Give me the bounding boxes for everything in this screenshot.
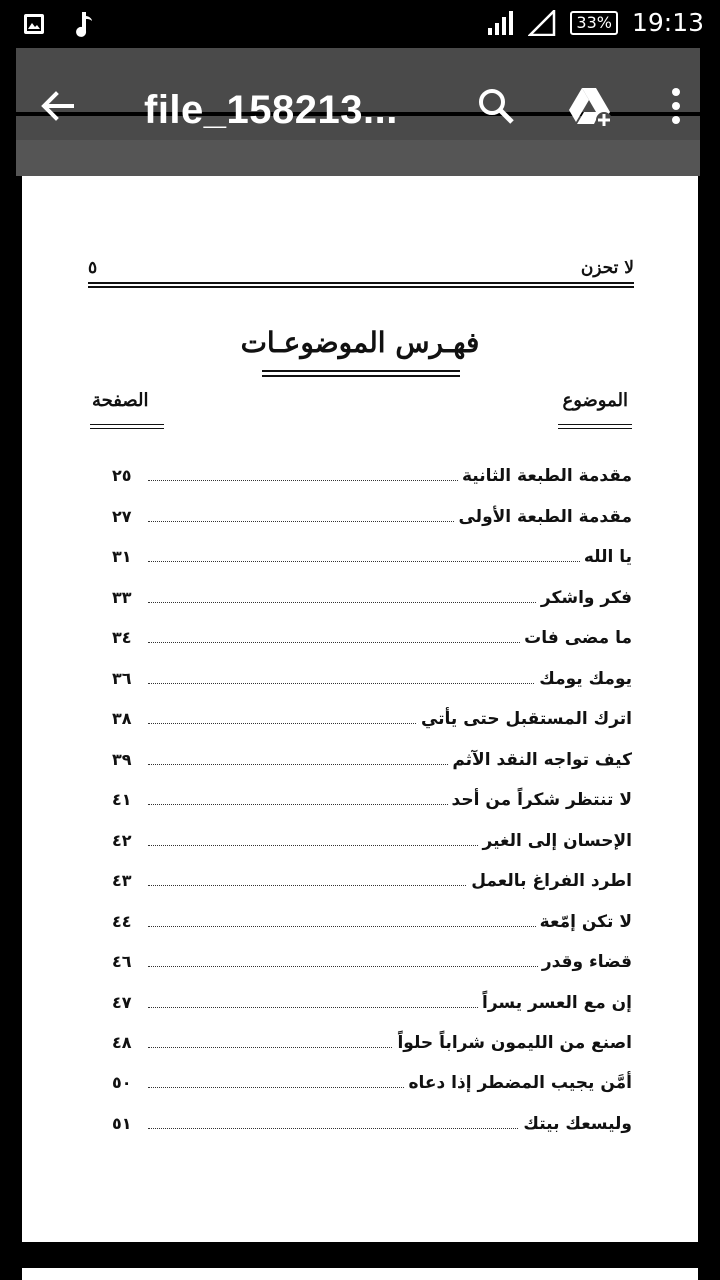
toc-entry — [112, 871, 632, 911]
toc-entry-page: ٢٧ — [112, 507, 132, 526]
toc-entry-title: الإحسان إلى الغير — [479, 831, 633, 851]
toc-entry-page: ٣٤ — [112, 628, 132, 647]
toc-entry — [112, 1114, 632, 1154]
column-header-page: الصفحة — [92, 390, 149, 411]
toc-entry-title: فكر واشكر — [537, 588, 632, 608]
next-page-edge — [22, 1268, 698, 1280]
toc-entry-title: يومك يومك — [535, 669, 632, 689]
toc-entry-title: أمَّن يجيب المضطر إذا دعاه — [404, 1073, 632, 1093]
overflow-menu-icon — [652, 82, 700, 130]
image-icon — [22, 12, 46, 36]
toc-entry — [112, 993, 632, 1033]
toc-entry-title: إن مع العسر يسراً — [478, 993, 632, 1013]
app-bar-lower-band — [16, 140, 700, 176]
toc-entry — [112, 831, 632, 871]
toc-entry — [112, 669, 632, 709]
toc-entry-page: ٣٦ — [112, 669, 132, 688]
header-rule — [88, 282, 634, 284]
back-button[interactable] — [36, 84, 80, 128]
toc-entry-title: ما مضى فات — [520, 628, 632, 648]
toc-entry — [112, 588, 632, 628]
toc-entry — [112, 547, 632, 587]
toc-entry-page: ٢٥ — [112, 466, 132, 485]
column-header-topic: الموضوع — [562, 390, 628, 411]
drive-add-icon — [566, 82, 614, 130]
header-rule-second — [88, 286, 634, 288]
toc-entry-title: لا تنتظر شكراً من أحد — [448, 790, 632, 810]
pdf-page[interactable] — [22, 176, 698, 1242]
toc-title-underline — [262, 370, 460, 372]
toc-entry-page: ٤١ — [112, 790, 132, 809]
overflow-menu-button[interactable] — [652, 82, 700, 130]
toc-entry — [112, 750, 632, 790]
toc-entry-title: اترك المستقبل حتى يأتي — [417, 709, 632, 729]
toc-entry — [112, 466, 632, 506]
status-bar — [0, 0, 720, 48]
column-topic-underline — [558, 424, 632, 425]
clock: 19:13 — [631, 8, 704, 37]
toc-entry — [112, 507, 632, 547]
running-title: لا تحزن — [580, 258, 634, 278]
toc-entry — [112, 912, 632, 952]
toc-entry-title: اطرد الفراغ بالعمل — [467, 871, 632, 891]
toc-title-underline-second — [262, 375, 460, 377]
toc-entry-title: اصنع من الليمون شراباً حلواً — [393, 1033, 632, 1053]
toc-entry-page: ٤٢ — [112, 831, 132, 850]
toc-entry — [112, 1033, 632, 1073]
toc-entry-page: ٤٧ — [112, 993, 132, 1012]
music-note-icon — [72, 10, 94, 38]
toc-entry-title: وليسعك بيتك — [519, 1114, 632, 1134]
app-bar — [16, 48, 700, 176]
battery-indicator: 33% — [570, 11, 618, 35]
toc-entry-title: مقدمة الطبعة الأولى — [454, 507, 632, 527]
toc-entry — [112, 952, 632, 992]
toc-entry — [112, 790, 632, 830]
toc-entry-page: ٣٣ — [112, 588, 132, 607]
back-arrow-icon — [36, 84, 80, 128]
toc-entry-title: قضاء وقدر — [538, 952, 632, 972]
column-topic-underline-second — [558, 428, 632, 429]
running-page-number: ٥ — [88, 258, 98, 278]
toc-entry — [112, 709, 632, 749]
toc-entry-page: ٤٨ — [112, 1033, 132, 1052]
toc-entry-page: ٤٦ — [112, 952, 132, 971]
column-page-underline — [90, 424, 164, 425]
search-button[interactable] — [472, 82, 520, 130]
toc-entry-page: ٤٣ — [112, 871, 132, 890]
toc-entry-page: ٥١ — [112, 1114, 132, 1133]
toc-entry — [112, 628, 632, 668]
toc-entry-page: ٣١ — [112, 547, 132, 566]
dot-leader — [148, 561, 632, 562]
column-page-underline-second — [90, 428, 164, 429]
search-icon — [472, 82, 520, 130]
toc-entry-title: يا الله — [580, 547, 632, 567]
toc-entry-page: ٣٩ — [112, 750, 132, 769]
toc-entry-page: ٣٨ — [112, 709, 132, 728]
toc-entry-page: ٤٤ — [112, 912, 132, 931]
signal-icon — [486, 10, 514, 36]
toc-title: فهـرس الموضوعـات — [240, 326, 480, 359]
toc-entry-title: كيف تواجه النقد الآثم — [448, 750, 632, 770]
toc-entry — [112, 1073, 632, 1113]
no-data-signal-icon — [528, 10, 556, 36]
toc-entry-title: لا تكن إمّعة — [536, 912, 632, 932]
toc-entry-title: مقدمة الطبعة الثانية — [458, 466, 632, 486]
document-title: file_158213... — [144, 88, 398, 132]
toc-entry-page: ٥٠ — [112, 1073, 132, 1092]
add-to-drive-button[interactable] — [566, 82, 614, 130]
